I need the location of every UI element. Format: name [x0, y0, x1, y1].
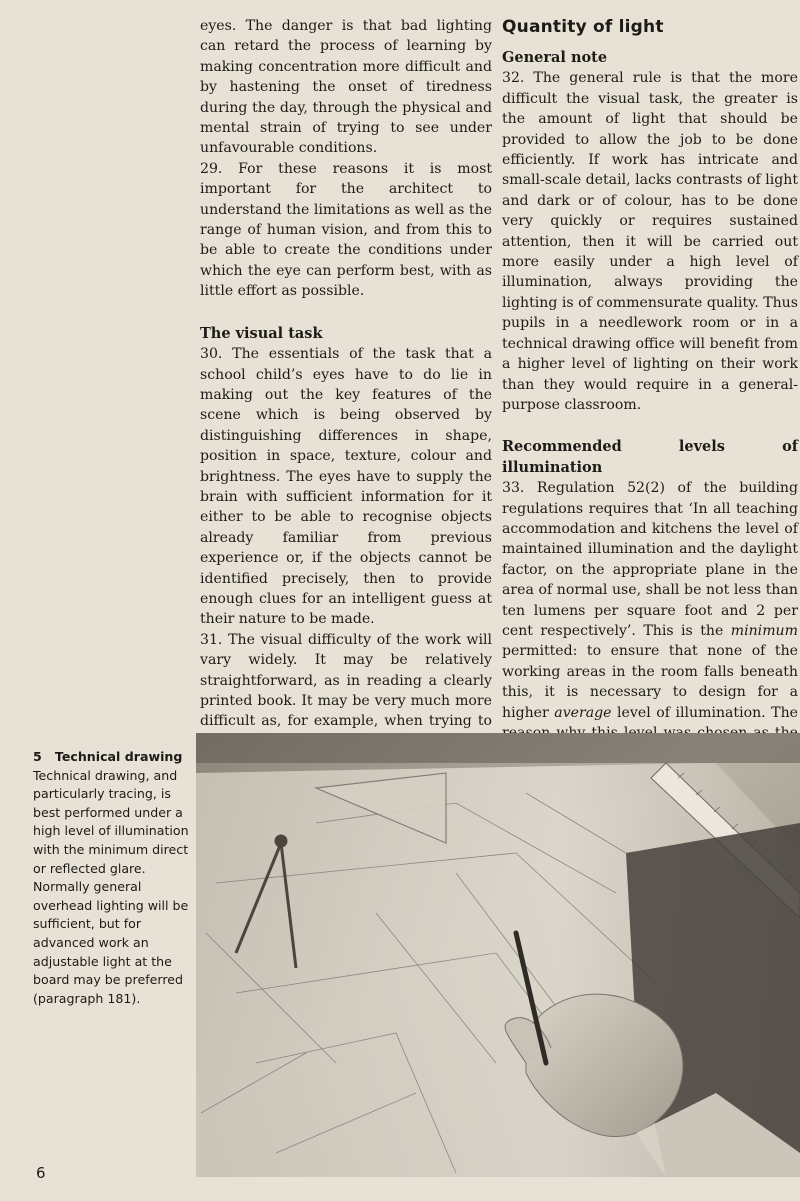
- photograph-illustration: [196, 733, 800, 1177]
- paragraph-33-emphasis-minimum: minimum: [730, 622, 798, 639]
- paragraph-32: 32. The general rule is that the more difficult the visual task, the greater is the amount of light that should be provided to allow the job to be done efficiently. If work has intricate and small-scale detail, lacks contrasts of light and dark or of colour, has to be done very quickly or requires sustained attention, then it will be carried out more easily under a high level of illumination, always providing the lighting is of commensurate quality. Thus pupils in a needlework room or in a technical drawing office will benefit from a higher level of lighting on their work than they would require in a general-purpose classroom.: [502, 70, 798, 413]
- caption-number: 5: [33, 749, 42, 764]
- caption-text: Technical drawing, and particularly tracing, is best performed under a high level of illumination with the minimum direct or reflected glare. Normally general overhead lighting will be sufficient, but for advanced work an adjustable light at the board may be preferred (paragraph 181).: [33, 767, 189, 1006]
- section-title: Quantity of light: [502, 17, 664, 37]
- page-number: 6: [36, 1164, 46, 1182]
- photo-caption: [33, 748, 191, 1008]
- paragraph-33-emphasis-average: average: [554, 704, 612, 721]
- caption-heading: [33, 748, 191, 767]
- paragraph-29: 29. For these reasons it is most important for the architect to understand the limitations as well as the range of human vision, and from this to be able to create the conditions under which the eye can perform best, with as little effort as possible.: [200, 160, 492, 300]
- paragraph-33-part-b: permitted: to ensure that none of the working areas in the room falls beneath this, it is necessary to design for a higher: [502, 643, 798, 721]
- visual-task-heading: The visual task: [200, 324, 323, 342]
- paragraph-31: 31. The visual difficulty of the work will vary widely. It may be relatively straightforward, as in reading a clearly printed book. It may be very much more difficult as, for example, when trying to: [200, 631, 492, 730]
- caption-title: Technical drawing: [54, 749, 183, 764]
- paragraph-33-part-c: level of illumination. The: [617, 704, 798, 721]
- recommended-levels-heading: Recommended levels of illumination: [502, 438, 798, 476]
- intro-paragraph: eyes. The danger is that bad lighting can retard the process of learning by making concentration more difficult and by hastening the onset of tiredness during the day, through the physical and mental strain of trying to see under unfavourable conditions.: [200, 18, 492, 157]
- paragraph-30: 30. The essentials of the task that a school child’s eyes have to do lie in making out the key features of the scene which is being observed by distinguishing differences in shape, position in space, texture, colour and brightness. The eyes have to supply the brain with sufficient information for it either to be able to recognise objects already familiar from previous experience or, if the objects cannot be identified precisely, then to provide enough clues for an intelligent guess at their nature to be made.: [200, 346, 492, 628]
- general-note-heading: General note: [502, 49, 608, 66]
- paragraph-33-part-a: 33. Regulation 52(2) of the building regulations requires that ‘In all teaching accommodation and kitchens the level of maintained illumination and the daylight factor, on the appropriate plane in the area of normal use, shall be not less than ten lumens per square foot and 2 per cent respectively’. This is the: [502, 480, 798, 639]
- photo-top-shadow: [196, 733, 800, 763]
- technical-drawing-photograph: [196, 733, 800, 1177]
